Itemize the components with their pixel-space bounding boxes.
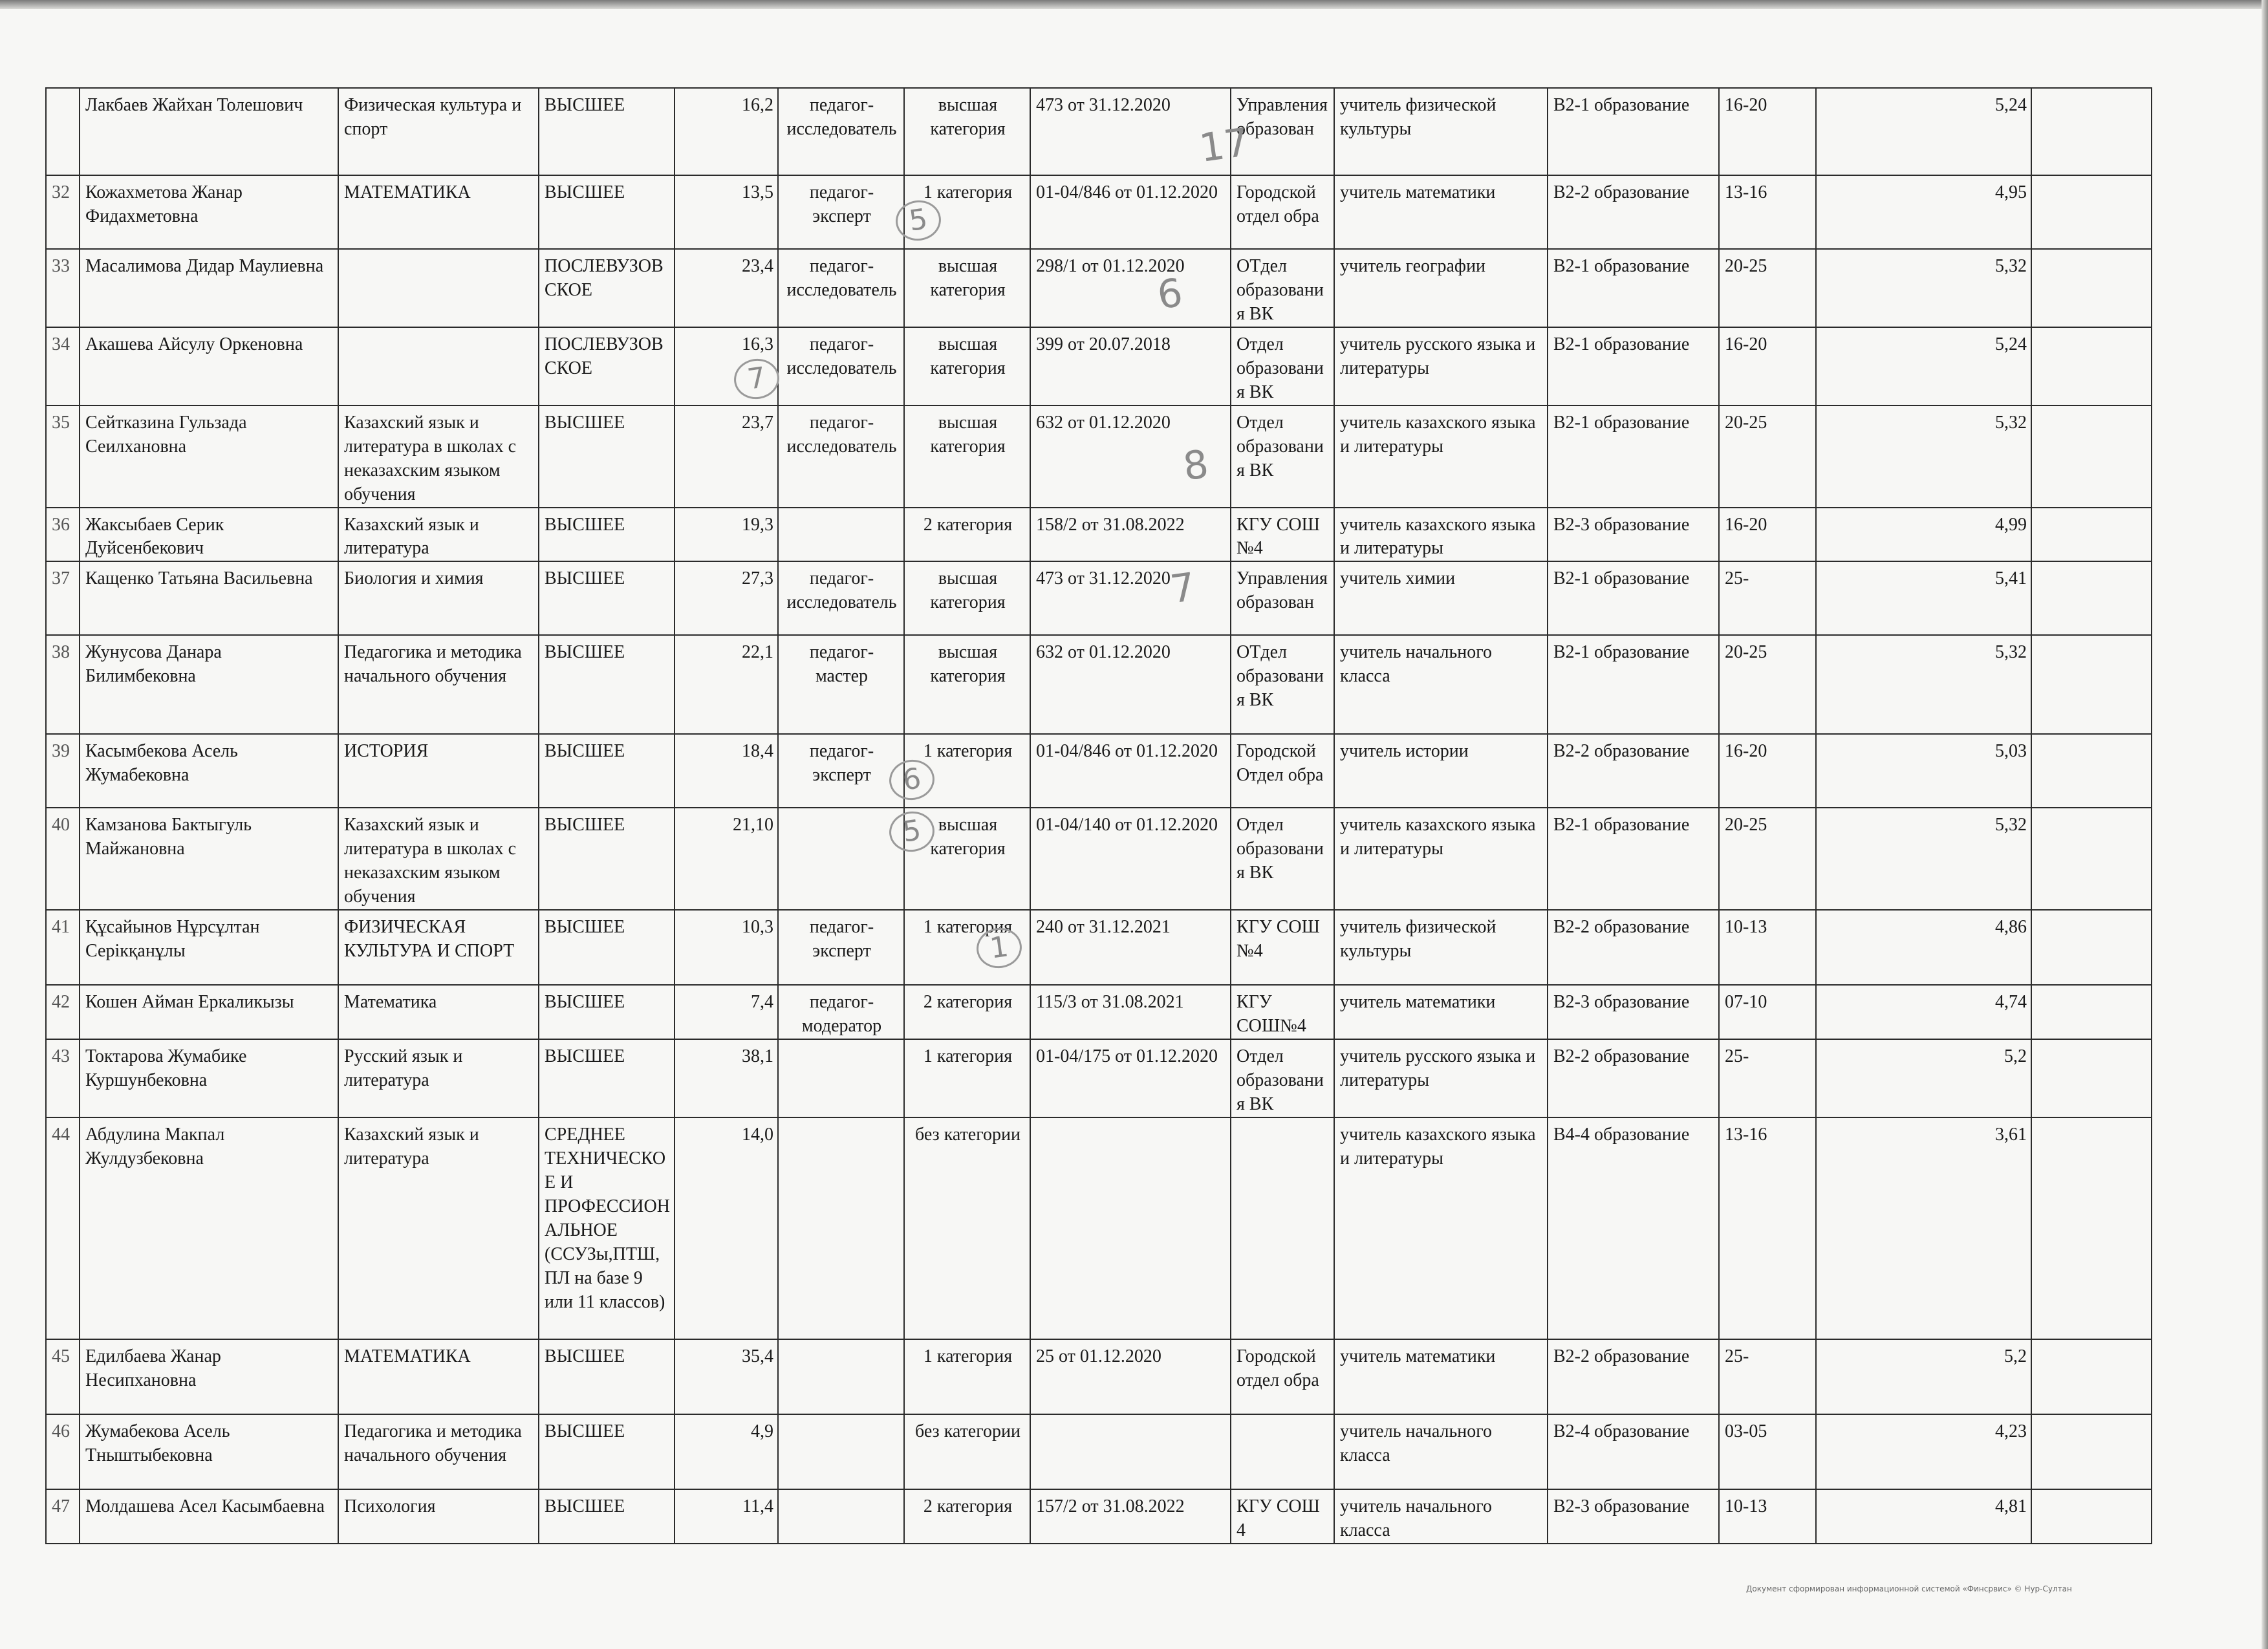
table-row [46,175,2152,249]
issuing-body-cell: Городской отдел обра [1231,1339,1334,1414]
table-row [46,1414,2152,1489]
category-cell: высшая категория [904,635,1030,734]
specialty-cell [338,249,539,327]
experience-years-cell: 4,9 [675,1414,778,1489]
table-row [46,1489,2152,1544]
teacher-name-cell: Жаксыбаев Серик Дуйсенбекович [80,508,338,562]
order-reference-cell: 01-04/846 от 01.12.2020 [1030,734,1231,808]
qualification-cell [778,1039,904,1117]
experience-years-cell: 19,3 [675,508,778,562]
qualification-cell: педагог-исследователь [778,405,904,508]
row-number-cell: 43 [46,1039,80,1117]
teacher-name-cell: Жумабекова Асель Тныштыбековна [80,1414,338,1489]
category-cell: без категории [904,1117,1030,1339]
experience-years-cell: 13,5 [675,175,778,249]
row-number-cell: 41 [46,910,80,985]
order-reference-cell: 473 от 31.12.2020 [1030,561,1231,635]
staff-table-body [46,88,2152,1544]
pay-grade-cell: В2-3 образование [1548,1489,1719,1544]
empty-cell [2031,88,2152,175]
experience-range-cell: 10-13 [1719,910,1816,985]
order-reference-cell: 01-04/140 от 01.12.2020 [1030,808,1231,910]
coefficient-cell: 5,32 [1816,808,2031,910]
row-number-cell: 37 [46,561,80,635]
teacher-name-cell: Кошен Айман Еркаликызы [80,985,338,1039]
coefficient-cell: 4,74 [1816,985,2031,1039]
teacher-name-cell: Кожахметова Жанар Фидахметовна [80,175,338,249]
coefficient-cell: 5,24 [1816,88,2031,175]
empty-cell [2031,635,2152,734]
empty-cell [2031,1339,2152,1414]
experience-range-cell: 16-20 [1719,327,1816,405]
empty-cell [2031,508,2152,562]
pay-grade-cell: В4-4 образование [1548,1117,1719,1339]
table-row [46,249,2152,327]
position-cell: учитель математики [1334,1339,1548,1414]
table-row [46,985,2152,1039]
experience-years-cell: 7,4 [675,985,778,1039]
specialty-cell: Физическая культура и спорт [338,88,539,175]
pay-grade-cell: В2-3 образование [1548,508,1719,562]
handwritten-mark: 5 [887,808,937,854]
position-cell: учитель начального класса [1334,1489,1548,1544]
teacher-name-cell: Кащенко Татьяна Васильевна [80,561,338,635]
pay-grade-cell: В2-1 образование [1548,635,1719,734]
empty-cell [2031,1414,2152,1489]
category-cell: высшая категория [904,808,1030,910]
qualification-cell [778,1414,904,1489]
qualification-cell: педагог-модератор [778,985,904,1039]
issuing-body-cell: КГУ СОШ №4 [1231,910,1334,985]
qualification-cell [778,508,904,562]
experience-range-cell: 20-25 [1719,249,1816,327]
qualification-cell: педагог-исследователь [778,561,904,635]
coefficient-cell: 5,32 [1816,405,2031,508]
pay-grade-cell: В2-2 образование [1548,1039,1719,1117]
table-row [46,635,2152,734]
row-number-cell: 46 [46,1414,80,1489]
row-number-cell: 40 [46,808,80,910]
row-number-cell: 45 [46,1339,80,1414]
position-cell: учитель казахского языка и литературы [1334,1117,1548,1339]
position-cell: учитель начального класса [1334,635,1548,734]
pay-grade-cell: В2-2 образование [1548,734,1719,808]
pay-grade-cell: В2-1 образование [1548,249,1719,327]
specialty-cell: Педагогика и методика начального обучения [338,1414,539,1489]
education-level-cell: ПОСЛЕВУЗОВСКОЕ [539,327,675,405]
experience-years-cell: 27,3 [675,561,778,635]
coefficient-cell: 5,24 [1816,327,2031,405]
category-cell: высшая категория [904,249,1030,327]
coefficient-cell: 3,61 [1816,1117,2031,1339]
qualification-cell [778,808,904,910]
category-cell: 1 категория [904,1339,1030,1414]
row-number-cell: 42 [46,985,80,1039]
category-cell: 1 категория [904,910,1030,985]
position-cell: учитель математики [1334,985,1548,1039]
experience-years-cell: 16,3 [675,327,778,405]
experience-range-cell: 07-10 [1719,985,1816,1039]
specialty-cell: Казахский язык и литература в школах с неказахским языком обучения [338,405,539,508]
table-row [46,1117,2152,1339]
category-cell: высшая категория [904,405,1030,508]
handwritten-mark: 7 [731,356,782,402]
experience-range-cell: 25- [1719,1039,1816,1117]
pay-grade-cell: В2-2 образование [1548,175,1719,249]
handwritten-mark: 7 [1167,564,1198,613]
empty-cell [2031,734,2152,808]
education-level-cell: ВЫСШЕЕ [539,808,675,910]
experience-range-cell: 16-20 [1719,734,1816,808]
row-number-cell: 44 [46,1117,80,1339]
empty-cell [2031,405,2152,508]
experience-range-cell: 03-05 [1719,1414,1816,1489]
specialty-cell: Казахский язык и литература [338,508,539,562]
position-cell: учитель математики [1334,175,1548,249]
qualification-cell: педагог-исследователь [778,249,904,327]
issuing-body-cell: Городской Отдел обра [1231,734,1334,808]
table-row [46,508,2152,562]
row-number-cell: 33 [46,249,80,327]
issuing-body-cell: Отдел образования ВК [1231,1039,1334,1117]
table-row [46,1039,2152,1117]
teacher-name-cell: Токтарова Жумабике Куршунбековна [80,1039,338,1117]
issuing-body-cell: Отдел образования ВК [1231,808,1334,910]
teacher-name-cell: Молдашева Асел Касымбаевна [80,1489,338,1544]
experience-range-cell: 13-16 [1719,1117,1816,1339]
category-cell: 2 категория [904,508,1030,562]
category-cell: 1 категория [904,734,1030,808]
order-reference-cell: 473 от 31.12.2020 [1030,88,1231,175]
category-cell: высшая категория [904,88,1030,175]
experience-range-cell: 20-25 [1719,635,1816,734]
teacher-name-cell: Абдулина Макпал Жулдузбековна [80,1117,338,1339]
experience-range-cell: 16-20 [1719,88,1816,175]
education-level-cell: ВЫСШЕЕ [539,910,675,985]
experience-range-cell: 16-20 [1719,508,1816,562]
experience-years-cell: 21,10 [675,808,778,910]
coefficient-cell: 4,86 [1816,910,2031,985]
pay-grade-cell: В2-1 образование [1548,808,1719,910]
handwritten-mark: 1 [974,925,1024,971]
specialty-cell: Биология и химия [338,561,539,635]
row-number-cell: 47 [46,1489,80,1544]
qualification-cell [778,1489,904,1544]
coefficient-cell: 5,2 [1816,1339,2031,1414]
education-level-cell: ВЫСШЕЕ [539,734,675,808]
pay-grade-cell: В2-3 образование [1548,985,1719,1039]
pay-grade-cell: В2-4 образование [1548,1414,1719,1489]
empty-cell [2031,249,2152,327]
experience-years-cell: 22,1 [675,635,778,734]
row-number-cell: 35 [46,405,80,508]
order-reference-cell: 01-04/175 от 01.12.2020 [1030,1039,1231,1117]
qualification-cell: педагог-мастер [778,635,904,734]
coefficient-cell: 4,23 [1816,1414,2031,1489]
order-reference-cell: 632 от 01.12.2020 [1030,405,1231,508]
experience-years-cell: 38,1 [675,1039,778,1117]
staff-table [45,87,2152,1544]
pay-grade-cell: В2-2 образование [1548,1339,1719,1414]
specialty-cell: Педагогика и методика начального обучения [338,635,539,734]
qualification-cell: педагог-эксперт [778,910,904,985]
education-level-cell: ВЫСШЕЕ [539,561,675,635]
teacher-name-cell: Құсайынов Нұрсұлтан Серікқанұлы [80,910,338,985]
qualification-cell: педагог-эксперт [778,734,904,808]
handwritten-mark: 6 [887,757,937,803]
issuing-body-cell: ОТдел образования ВК [1231,249,1334,327]
table-row [46,734,2152,808]
experience-years-cell: 23,4 [675,249,778,327]
scan-right-edge [2262,0,2268,1649]
scan-top-edge [0,0,2268,9]
pay-grade-cell: В2-2 образование [1548,910,1719,985]
education-level-cell: ВЫСШЕЕ [539,405,675,508]
issuing-body-cell: ОТдел образования ВК [1231,635,1334,734]
row-number-cell: 38 [46,635,80,734]
experience-range-cell: 20-25 [1719,405,1816,508]
footer-note: Документ сформирован информационной системой «Финсрвис» © Нур-Султан [1746,1584,2072,1593]
table-row [46,561,2152,635]
position-cell: учитель начального класса [1334,1414,1548,1489]
issuing-body-cell [1231,1117,1334,1339]
experience-years-cell: 14,0 [675,1117,778,1339]
experience-years-cell: 23,7 [675,405,778,508]
coefficient-cell: 4,81 [1816,1489,2031,1544]
coefficient-cell: 5,2 [1816,1039,2031,1117]
empty-cell [2031,1489,2152,1544]
teacher-name-cell: Касымбекова Асель Жумабековна [80,734,338,808]
specialty-cell: Математика [338,985,539,1039]
experience-range-cell: 20-25 [1719,808,1816,910]
row-number-cell [46,88,80,175]
teacher-name-cell: Едилбаева Жанар Несипхановна [80,1339,338,1414]
coefficient-cell: 4,99 [1816,508,2031,562]
position-cell: учитель химии [1334,561,1548,635]
experience-years-cell: 16,2 [675,88,778,175]
teacher-name-cell: Масалимова Дидар Маулиевна [80,249,338,327]
issuing-body-cell: Отдел образования ВК [1231,327,1334,405]
row-number-cell: 36 [46,508,80,562]
issuing-body-cell: Отдел образования ВК [1231,405,1334,508]
coefficient-cell: 5,32 [1816,635,2031,734]
education-level-cell: ВЫСШЕЕ [539,1339,675,1414]
education-level-cell: ПОСЛЕВУЗОВСКОЕ [539,249,675,327]
teacher-name-cell: Камзанова Бактыгуль Майжановна [80,808,338,910]
empty-cell [2031,561,2152,635]
teacher-name-cell: Лакбаев Жайхан Толешович [80,88,338,175]
specialty-cell: Психология [338,1489,539,1544]
experience-years-cell: 18,4 [675,734,778,808]
issuing-body-cell: Управления образован [1231,88,1334,175]
table-row [46,910,2152,985]
order-reference-cell [1030,1414,1231,1489]
empty-cell [2031,808,2152,910]
empty-cell [2031,1039,2152,1117]
experience-years-cell: 11,4 [675,1489,778,1544]
empty-cell [2031,910,2152,985]
order-reference-cell: 01-04/846 от 01.12.2020 [1030,175,1231,249]
teacher-name-cell: Жунусова Данара Билимбековна [80,635,338,734]
coefficient-cell: 5,41 [1816,561,2031,635]
empty-cell [2031,985,2152,1039]
category-cell: 1 категория [904,175,1030,249]
education-level-cell: ВЫСШЕЕ [539,1489,675,1544]
qualification-cell [778,1339,904,1414]
empty-cell [2031,1117,2152,1339]
handwritten-mark: 6 [1154,270,1185,319]
order-reference-cell: 632 от 01.12.2020 [1030,635,1231,734]
specialty-cell: МАТЕМАТИКА [338,1339,539,1414]
order-reference-cell: 157/2 от 31.08.2022 [1030,1489,1231,1544]
table-row [46,88,2152,175]
specialty-cell: МАТЕМАТИКА [338,175,539,249]
category-cell: 1 категория [904,1039,1030,1117]
education-level-cell: СРЕДНЕЕ ТЕХНИЧЕСКОЕ И ПРОФЕССИОНАЛЬНОЕ (ССУЗы,ПТШ, ПЛ на базе 9 или 11 классов) [539,1117,675,1339]
position-cell: учитель казахского языка и литературы [1334,508,1548,562]
pay-grade-cell: В2-1 образование [1548,405,1719,508]
experience-years-cell: 35,4 [675,1339,778,1414]
qualification-cell [778,1117,904,1339]
row-number-cell: 32 [46,175,80,249]
qualification-cell: педагог-исследователь [778,327,904,405]
empty-cell [2031,327,2152,405]
position-cell: учитель физической культуры [1334,88,1548,175]
teacher-name-cell: Акашева Айсулу Оркеновна [80,327,338,405]
specialty-cell: ИСТОРИЯ [338,734,539,808]
category-cell: 2 категория [904,1489,1030,1544]
pay-grade-cell: В2-1 образование [1548,88,1719,175]
education-level-cell: ВЫСШЕЕ [539,1039,675,1117]
empty-cell [2031,175,2152,249]
issuing-body-cell: Управления образован [1231,561,1334,635]
education-level-cell: ВЫСШЕЕ [539,1414,675,1489]
position-cell: учитель казахского языка и литературы [1334,405,1548,508]
education-level-cell: ВЫСШЕЕ [539,88,675,175]
row-number-cell: 39 [46,734,80,808]
issuing-body-cell: Городской отдел обра [1231,175,1334,249]
handwritten-mark: 17 [1196,120,1252,171]
specialty-cell [338,327,539,405]
education-level-cell: ВЫСШЕЕ [539,985,675,1039]
specialty-cell: ФИЗИЧЕСКАЯ КУЛЬТУРА И СПОРТ [338,910,539,985]
order-reference-cell: 25 от 01.12.2020 [1030,1339,1231,1414]
issuing-body-cell [1231,1414,1334,1489]
table-row [46,327,2152,405]
position-cell: учитель географии [1334,249,1548,327]
position-cell: учитель русского языка и литературы [1334,327,1548,405]
issuing-body-cell: КГУ СОШ №4 [1231,508,1334,562]
specialty-cell: Казахский язык и литература [338,1117,539,1339]
order-reference-cell: 158/2 от 31.08.2022 [1030,508,1231,562]
category-cell: высшая категория [904,327,1030,405]
order-reference-cell: 399 от 20.07.2018 [1030,327,1231,405]
row-number-cell: 34 [46,327,80,405]
issuing-body-cell: КГУ СОШ№4 [1231,985,1334,1039]
position-cell: учитель казахского языка и литературы [1334,808,1548,910]
experience-range-cell: 10-13 [1719,1489,1816,1544]
specialty-cell: Казахский язык и литература в школах с неказахским языком обучения [338,808,539,910]
pay-grade-cell: В2-1 образование [1548,327,1719,405]
experience-range-cell: 25- [1719,1339,1816,1414]
order-reference-cell: 298/1 от 01.12.2020 [1030,249,1231,327]
table-row [46,1339,2152,1414]
issuing-body-cell: КГУ СОШ 4 [1231,1489,1334,1544]
specialty-cell: Русский язык и литература [338,1039,539,1117]
order-reference-cell: 115/3 от 31.08.2021 [1030,985,1231,1039]
experience-range-cell: 25- [1719,561,1816,635]
pay-grade-cell: В2-1 образование [1548,561,1719,635]
coefficient-cell: 4,95 [1816,175,2031,249]
qualification-cell: педагог-исследователь [778,88,904,175]
table-row [46,808,2152,910]
order-reference-cell [1030,1117,1231,1339]
education-level-cell: ВЫСШЕЕ [539,508,675,562]
experience-years-cell: 10,3 [675,910,778,985]
handwritten-mark: 8 [1180,441,1211,490]
teacher-name-cell: Сейтказина Гульзада Сеилхановна [80,405,338,508]
position-cell: учитель истории [1334,734,1548,808]
coefficient-cell: 5,03 [1816,734,2031,808]
table-row [46,405,2152,508]
handwritten-mark: 5 [893,197,944,243]
coefficient-cell: 5,32 [1816,249,2031,327]
category-cell: высшая категория [904,561,1030,635]
category-cell: без категории [904,1414,1030,1489]
position-cell: учитель русского языка и литературы [1334,1039,1548,1117]
order-reference-cell: 240 от 31.12.2021 [1030,910,1231,985]
category-cell: 2 категория [904,985,1030,1039]
experience-range-cell: 13-16 [1719,175,1816,249]
qualification-cell: педагог-эксперт [778,175,904,249]
position-cell: учитель физической культуры [1334,910,1548,985]
education-level-cell: ВЫСШЕЕ [539,175,675,249]
education-level-cell: ВЫСШЕЕ [539,635,675,734]
